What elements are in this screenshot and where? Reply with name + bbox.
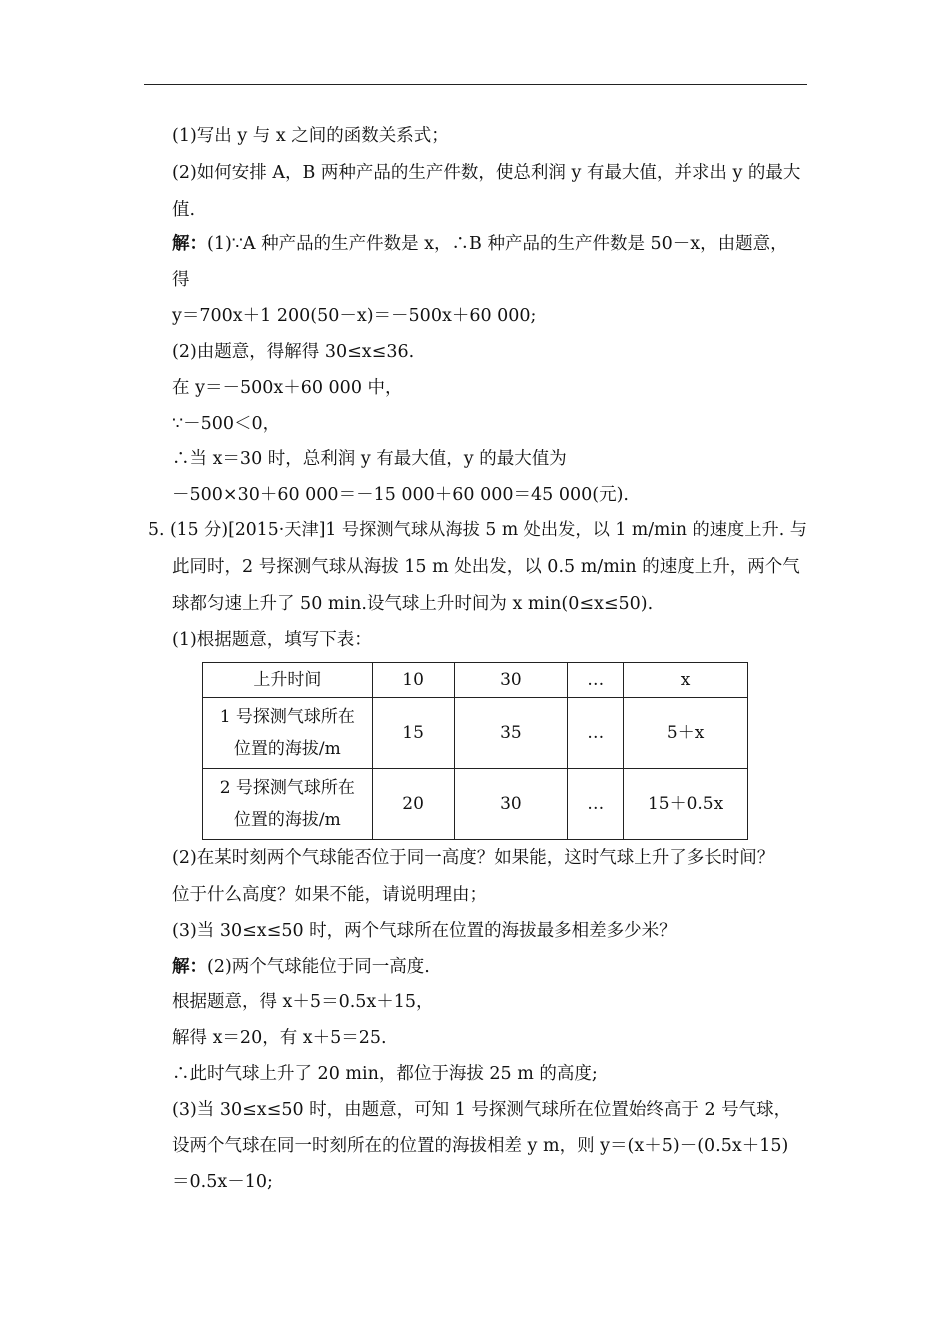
question-2: (2)如何安排 A，B 两种产品的生产件数，使总利润 y 有最大值，并求出 y 的最大 [172,163,801,183]
question-line: (2)在某时刻两个气球能否位于同一高度？如果能，这时气球上升了多长时间？ [172,848,775,868]
table-header-cell: 30 [454,663,568,698]
table-cell: … [568,769,624,840]
solution-line: ∵－500＜0， [172,414,281,434]
solution-line: ∴此时气球上升了 20 min，都位于海拔 25 m 的高度; [172,1064,598,1084]
table-row-label: 1 号探测气球所在 位置的海拔/m [203,698,373,769]
header-rule [144,84,807,85]
table-cell: 30 [454,769,568,840]
question-2-cont: 值. [172,200,196,220]
solution-line: (3)当 30≤x≤50 时，由题意，可知 1 号探测气球所在位置始终高于 2 号气球， [172,1100,792,1120]
table-cell: 15＋0.5x [624,769,748,840]
table-cell: 35 [454,698,568,769]
table-header-cell: 10 [372,663,454,698]
question-line: 位于什么高度？如果不能，请说明理由； [172,885,487,905]
table-row [203,663,748,698]
table-row [203,769,748,840]
table-cell: 5＋x [624,698,748,769]
solution-line: －500×30＋60 000＝－15 000＋60 000＝45 000(元). [172,485,629,505]
table-row-label: 2 号探测气球所在 位置的海拔/m [203,769,373,840]
question-1: (1)写出 y 与 x 之间的函数关系式； [172,126,449,146]
problem-5-line: 此同时，2 号探测气球从海拔 15 m 处出发，以 0.5 m/min 的速度上升，两个气 [172,557,800,577]
solution-line: (2)由题意，得解得 30≤x≤36. [172,342,415,362]
solution-line: y＝700x＋1 200(50－x)＝－500x＋60 000; [172,306,537,326]
table-header-cell: 上升时间 [203,663,373,698]
solution-line: 根据题意，得 x＋5＝0.5x＋15， [172,992,434,1012]
table-cell: … [568,698,624,769]
solution-line: 设两个气球在同一时刻所在的位置的海拔相差 y m，则 y＝(x＋5)－(0.5x＋15) [172,1136,789,1156]
solution-line: ＝0.5x－10; [172,1172,273,1192]
table-cell: 20 [372,769,454,840]
problem-5-line: (1)根据题意，填写下表： [172,630,372,650]
solution-line: ∴当 x＝30 时，总利润 y 有最大值，y 的最大值为 [172,449,567,469]
table-header-cell: … [568,663,624,698]
solution-line: 解得 x＝20，有 x＋5＝25. [172,1028,387,1048]
problem-5-line: 5. (15 分)[2015·天津]1 号探测气球从海拔 5 m 处出发，以 1 m/min 的速度上升. 与 [148,520,807,540]
solution-label: 解： [172,234,207,254]
question-line: (3)当 30≤x≤50 时，两个气球所在位置的海拔最多相差多少米？ [172,921,677,941]
solution-1-first-line: 解：(1)∵A 种产品的生产件数是 x，∴B 种产品的生产件数是 50－x，由题意， [172,234,788,254]
data-table [202,662,748,840]
solution-line: 在 y＝－500x＋60 000 中， [172,378,403,398]
problem-5-line: 球都匀速上升了 50 min.设气球上升时间为 x min(0≤x≤50). [172,594,654,614]
solution-2-first-line: 解：(2)两个气球能位于同一高度. [172,957,430,977]
solution-line: 得 [172,270,190,290]
solution-label: 解： [172,957,207,977]
table-header-cell: x [624,663,748,698]
table-cell: 15 [372,698,454,769]
table-row [203,698,748,769]
